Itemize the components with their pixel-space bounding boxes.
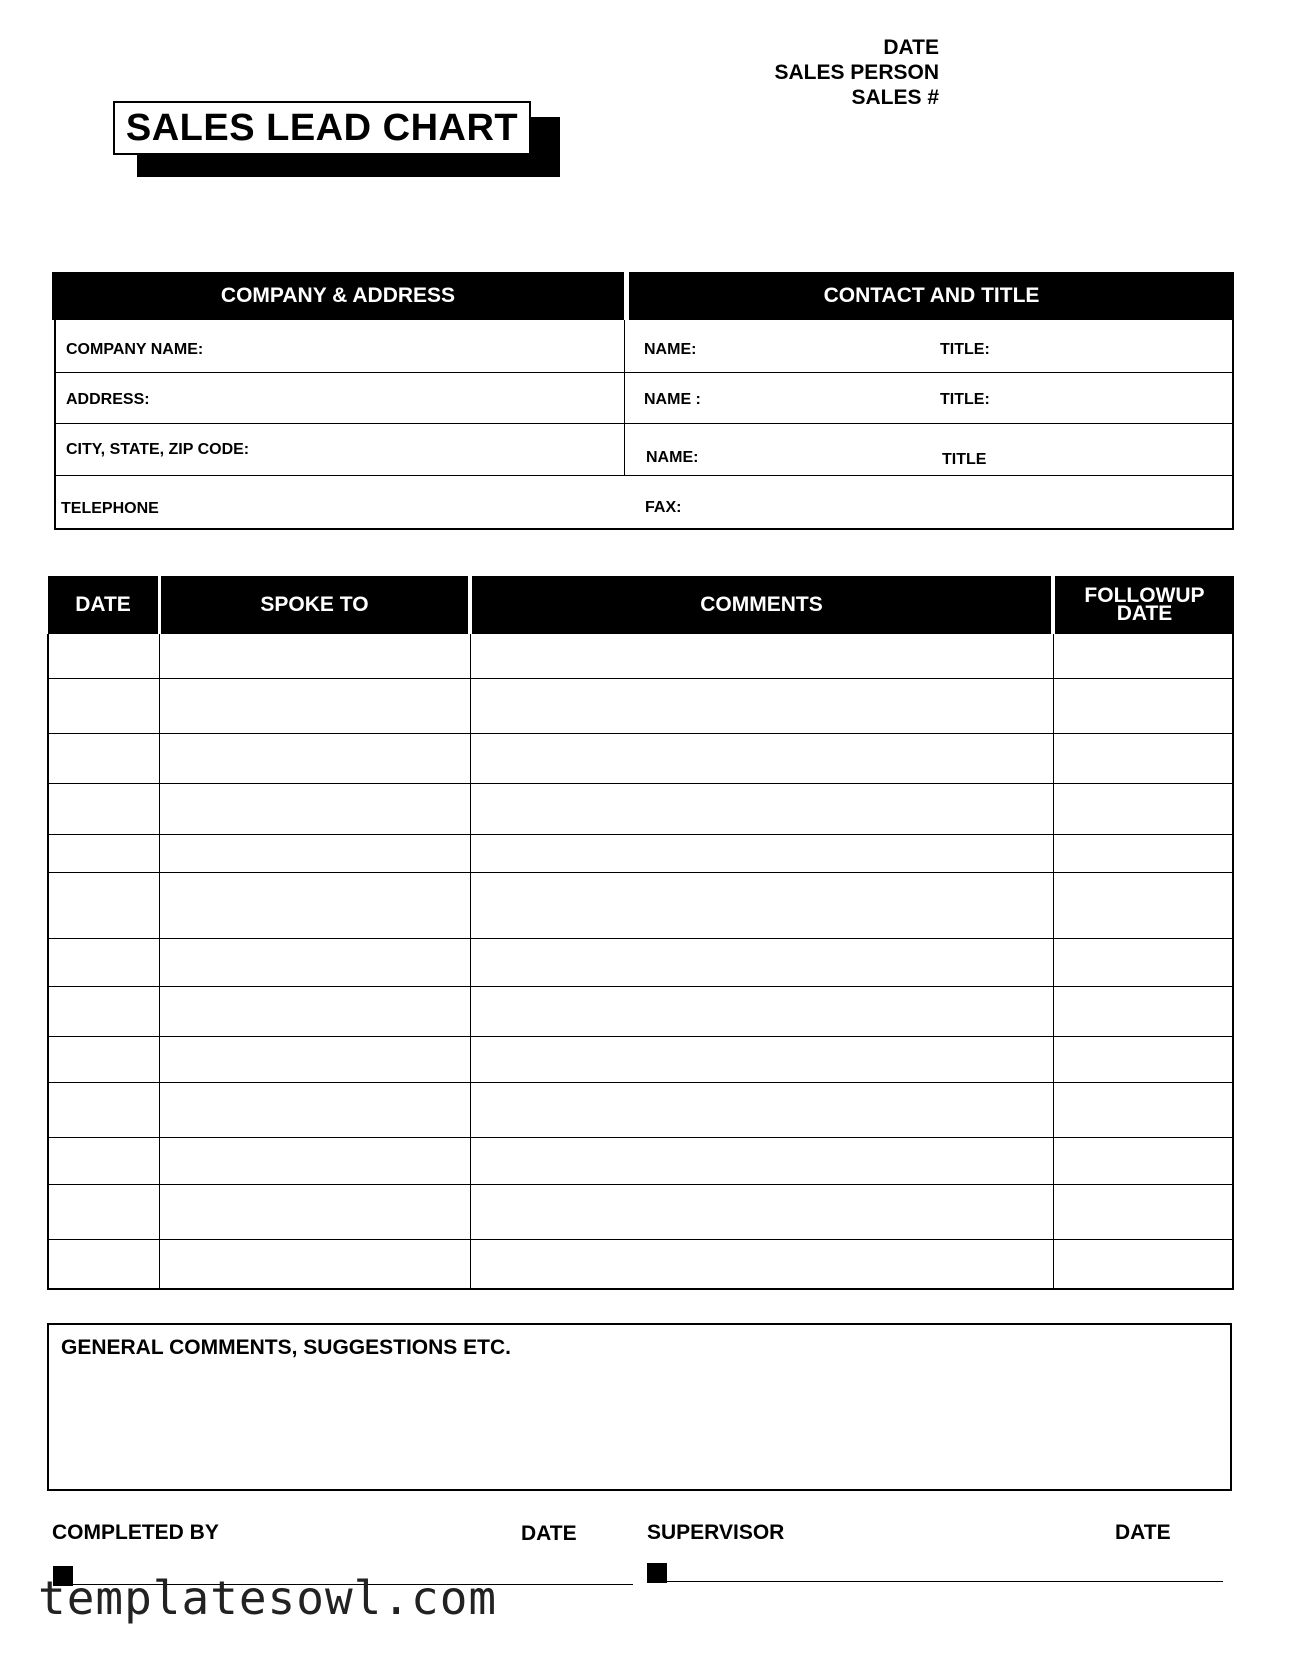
sales-number-label: SALES # [851, 86, 939, 109]
contact-name-label-1: NAME: [644, 341, 697, 358]
col-header-followup: FOLLOWUP [1084, 584, 1205, 608]
col-header-followup-date [1055, 576, 1234, 634]
supervisor-marker [647, 1563, 667, 1583]
fax-label: FAX: [645, 499, 682, 516]
table-border-bottom [54, 528, 1234, 530]
title-box [113, 101, 531, 155]
col-header-followup-date-word: DATE [1116, 602, 1173, 625]
supervisor-signature-line[interactable] [667, 1581, 1223, 1582]
row-rule [55, 423, 1232, 424]
contact-title-label-1: TITLE: [940, 341, 990, 358]
contact-title-label-2: TITLE: [940, 391, 990, 408]
log-row-rule [48, 1036, 1232, 1037]
log-row-rule [48, 1137, 1232, 1138]
address-label: ADDRESS: [66, 391, 150, 408]
general-comments-label: GENERAL COMMENTS, SUGGESTIONS ETC. [61, 1336, 511, 1359]
row-rule [55, 372, 1232, 373]
col-header-comments: COMMENTS [472, 576, 1051, 634]
contact-title-header: CONTACT AND TITLE [629, 272, 1234, 320]
log-row-rule [48, 678, 1232, 679]
page-title: SALES LEAD CHART [125, 106, 519, 149]
row-rule [55, 475, 1232, 476]
contact-title-label-3: TITLE [942, 451, 987, 468]
log-border-right [1232, 634, 1234, 1290]
contact-name-label-3: NAME: [646, 449, 699, 466]
telephone-label: TELEPHONE [61, 500, 159, 517]
log-row-rule [48, 733, 1232, 734]
table-border-right [1232, 320, 1234, 530]
supervisor-label: SUPERVISOR [647, 1521, 785, 1544]
completed-by-label: COMPLETED BY [52, 1521, 219, 1544]
city-state-zip-label: CITY, STATE, ZIP CODE: [66, 441, 250, 458]
supervisor-date-label: DATE [1115, 1521, 1171, 1544]
log-row-rule [48, 1239, 1232, 1240]
watermark: templatesowl.com [38, 1571, 498, 1625]
completed-date-label: DATE [521, 1522, 577, 1545]
contact-name-label-2: NAME : [644, 391, 701, 408]
sales-person-label: SALES PERSON [774, 61, 939, 84]
log-row-rule [48, 783, 1232, 784]
log-row-rule [48, 872, 1232, 873]
log-row-rule [48, 938, 1232, 939]
table-divider [624, 320, 625, 476]
table-border-left [54, 320, 56, 530]
general-comments-box[interactable] [47, 1323, 1232, 1491]
date-label: DATE [883, 36, 939, 59]
col-header-date: DATE [48, 576, 158, 634]
company-name-label: COMPANY NAME: [66, 341, 204, 358]
company-address-header: COMPANY & ADDRESS [52, 272, 624, 320]
log-row-rule [48, 1184, 1232, 1185]
log-row-rule [48, 986, 1232, 987]
log-row-rule [48, 834, 1232, 835]
log-row-rule [48, 1082, 1232, 1083]
col-header-spoke-to: SPOKE TO [161, 576, 468, 634]
log-border-bottom [47, 1288, 1234, 1290]
